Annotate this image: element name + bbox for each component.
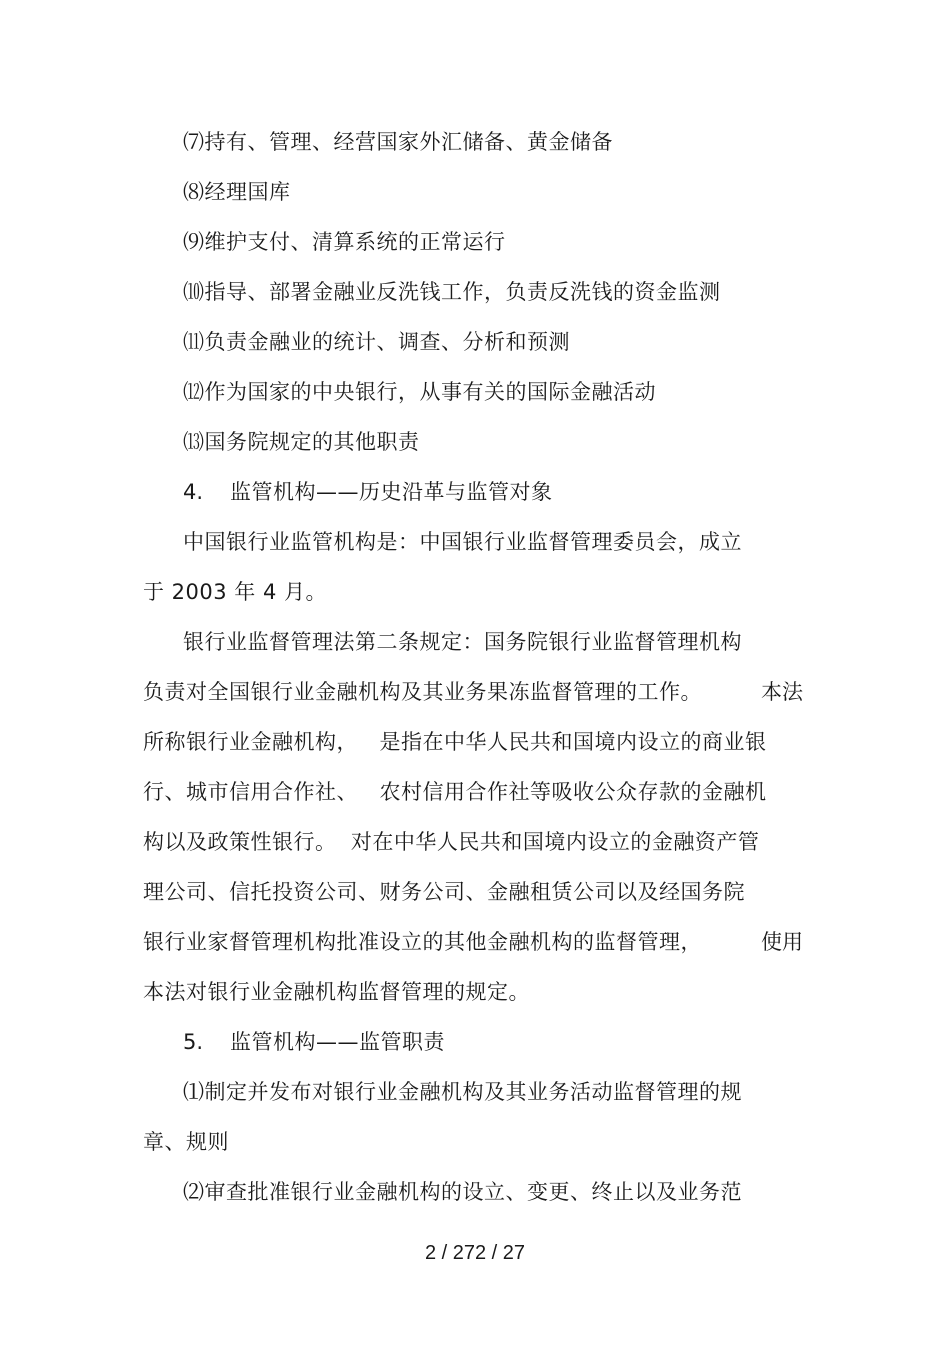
paragraph-line: 理公司、信托投资公司、财务公司、金融租赁公司以及经国务院	[143, 880, 745, 904]
section-4-title: 监管机构——历史沿革与监管对象	[230, 480, 553, 504]
list-item-9: ⑼维护支付、清算系统的正常运行	[183, 230, 506, 254]
paragraph-line: 银行业监督管理法第二条规定：国务院银行业监督管理机构	[183, 630, 742, 654]
list-item-10: ⑽指导、部署金融业反洗钱工作，负责反洗钱的资金监测	[183, 280, 721, 304]
list-item-1-continued: 章、规则	[143, 1130, 229, 1154]
paragraph-line-tail: 本法	[761, 680, 803, 704]
list-item-8: ⑻经理国库	[183, 180, 291, 204]
paragraph-line: 本法对银行业金融机构监督管理的规定。	[143, 980, 530, 1004]
paragraph-line-tail: 使用	[761, 930, 803, 954]
list-item-13: ⒀国务院规定的其他职责	[183, 430, 420, 454]
paragraph-line: 负责对全国银行业金融机构及其业务果冻监督管理的工作。	[143, 680, 702, 704]
section-4-number: 4.	[183, 480, 204, 504]
list-item-11: ⑾负责金融业的统计、调查、分析和预测	[183, 330, 570, 354]
paragraph-line: 构以及政策性银行。 对在中华人民共和国境内设立的金融资产管	[143, 830, 760, 854]
paragraph-line: 所称银行业金融机构， 是指在中华人民共和国境内设立的商业银	[143, 730, 767, 754]
list-item-7: ⑺持有、管理、经营国家外汇储备、黄金储备	[183, 130, 613, 154]
paragraph-line: 银行业家督管理机构批准设立的其他金融机构的监督管理，	[143, 930, 702, 954]
page-number: 2 / 272 / 27	[424, 1242, 526, 1264]
list-item-12: ⑿作为国家的中央银行，从事有关的国际金融活动	[183, 380, 656, 404]
section-5-number: 5.	[183, 1030, 204, 1054]
paragraph-line: 行、城市信用合作社、 农村信用合作社等吸收公众存款的金融机	[143, 780, 767, 804]
paragraph-line: 于 2003 年 4 月。	[143, 580, 328, 604]
section-5-title: 监管机构——监管职责	[230, 1030, 445, 1054]
list-item-1: ⑴制定并发布对银行业金融机构及其业务活动监督管理的规	[183, 1080, 742, 1104]
paragraph-line: 中国银行业监管机构是：中国银行业监督管理委员会，成立	[183, 530, 742, 554]
list-item-2: ⑵审查批准银行业金融机构的设立、变更、终止以及业务范	[183, 1180, 742, 1204]
